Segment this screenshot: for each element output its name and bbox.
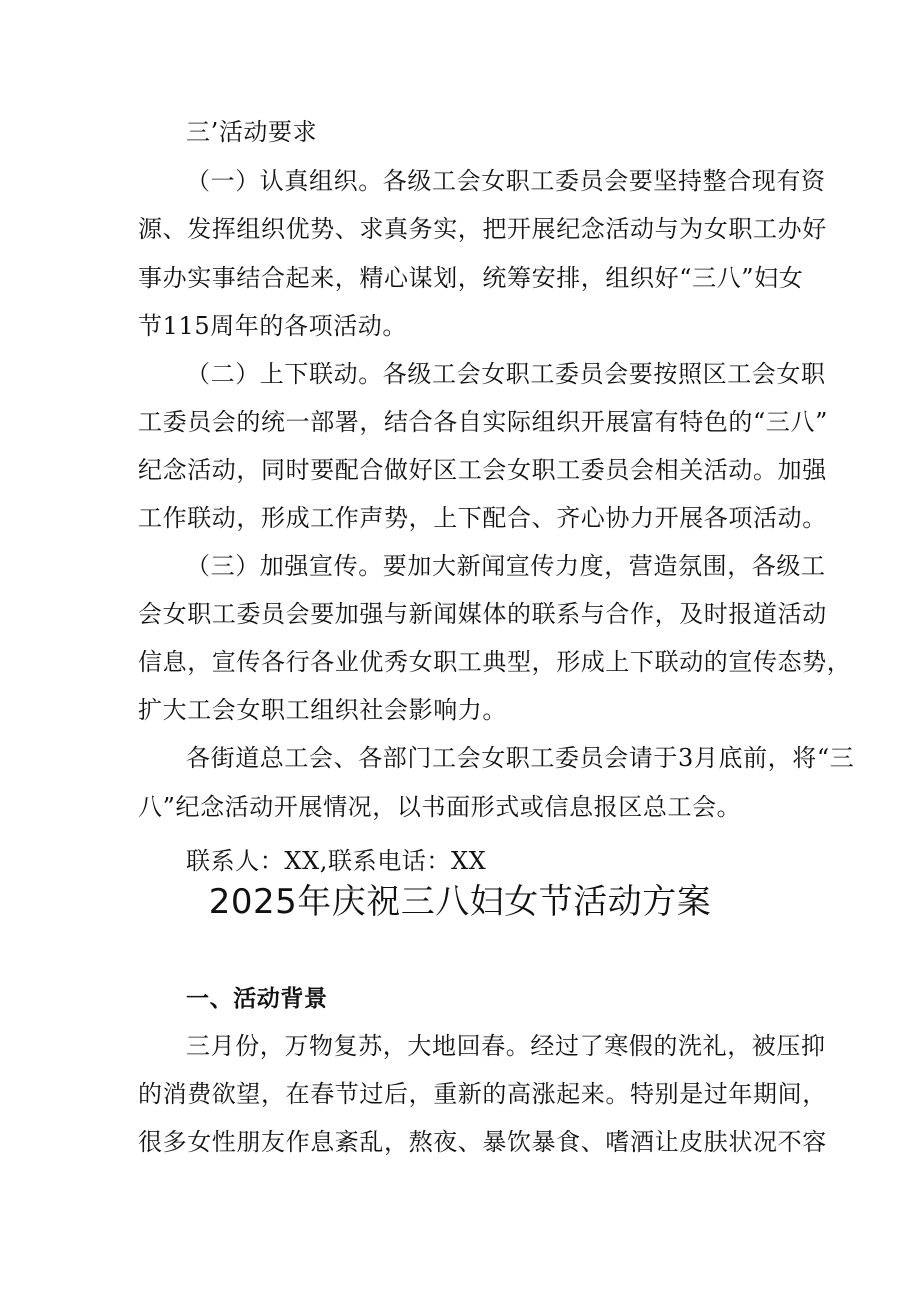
paragraph-line: 信息，宣传各行各业优秀女职工典型，形成上下联动的宣传态势， <box>138 648 852 676</box>
section-heading-requirements: 三’活动要求 <box>186 118 318 146</box>
paragraph-line: 会女职工委员会要加强与新闻媒体的联系与合作，及时报道活动 <box>138 600 827 628</box>
paragraph-line: 源、发挥组织优势、求真务实，把开展纪念活动与为女职工办好 <box>138 215 827 243</box>
paragraph-line: 八”纪念活动开展情况，以书面形式或信息报区总工会。 <box>138 793 742 821</box>
paragraph-line: 工作联动，形成工作声势，上下配合、齐心协力开展各项活动。 <box>138 504 827 532</box>
contact-line: 联系人：XX,联系电话：XX <box>186 847 487 875</box>
paragraph-line: 各街道总工会、各部门工会女职工委员会请于3月底前，将“三 <box>186 744 855 772</box>
document-title: 2025年庆祝三八妇女节活动方案 <box>208 882 712 922</box>
section-heading-background: 一、活动背景 <box>186 986 328 1012</box>
paragraph-line: （二）上下联动。各级工会女职工委员会要按照区工会女职 <box>186 360 826 388</box>
paragraph-line: 节115周年的各项活动。 <box>138 312 408 340</box>
paragraph-line: 扩大工会女职工组织社会影响力。 <box>138 696 507 724</box>
paragraph-line: 的消费欲望，在春节过后，重新的高涨起来。特别是过年期间， <box>138 1080 827 1108</box>
paragraph-line: （三）加强宣传。要加大新闻宣传力度，营造氛围，各级工 <box>186 552 826 580</box>
paragraph-line: 事办实事结合起来，精心谋划，统筹安排，组织好“三八”妇女 <box>138 264 804 292</box>
paragraph-line: 很多女性朋友作息紊乱，熬夜、暴饮暴食、嗜酒让皮肤状况不容 <box>138 1128 827 1156</box>
paragraph-line: 工委员会的统一部署，结合各自实际组织开展富有特色的“三八” <box>138 408 828 436</box>
paragraph-line: 三月份，万物复苏，大地回春。经过了寒假的洗礼，被压抑 <box>186 1032 826 1060</box>
paragraph-line: （一）认真组织。各级工会女职工委员会要坚持整合现有资 <box>186 167 826 195</box>
paragraph-line: 纪念活动，同时要配合做好区工会女职工委员会相关活动。加强 <box>138 456 827 484</box>
